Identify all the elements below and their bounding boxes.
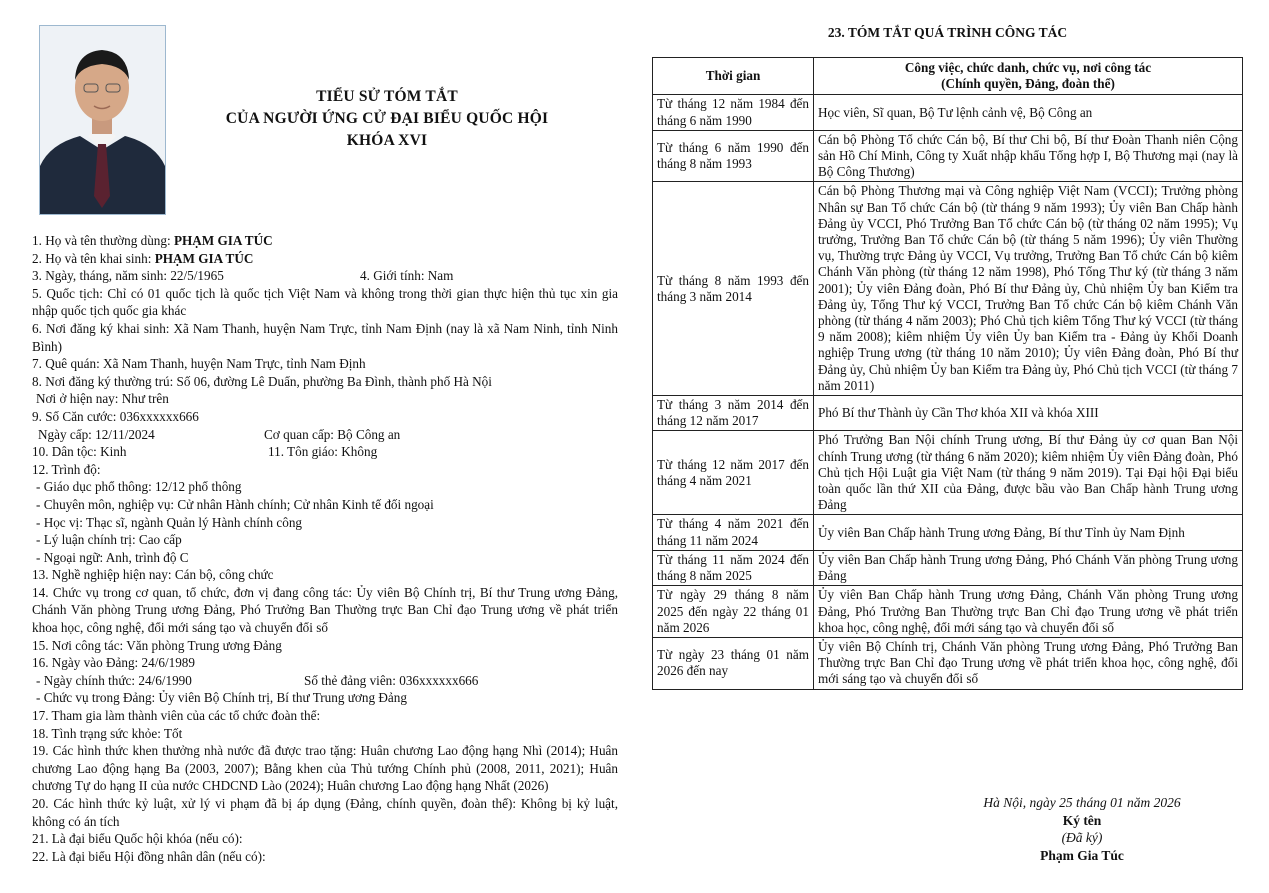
row-time: Từ tháng 12 năm 2017 đến tháng 4 năm 2021 (653, 431, 814, 515)
field-12e: - Ngoại ngữ: Anh, trình độ C (36, 549, 189, 565)
table-row (653, 130, 1243, 182)
field-21: 21. Là đại biểu Quốc hội khóa (nếu có): (32, 831, 243, 847)
row-time: Từ tháng 8 năm 1993 đến tháng 3 năm 2014 (653, 182, 814, 396)
field-13: 13. Nghề nghiệp hiện nay: Cán bộ, công chức (32, 567, 274, 583)
id-issue-agency: Cơ quan cấp: Bộ Công an (264, 426, 401, 442)
field-14: 14. Chức vụ trong cơ quan, tổ chức, đơn vị đang công tác: Ủy viên Bộ Chính trị, Bí thư Trung ương Đảng, Chánh Văn phòng Trung ương Đảng, Phó Trưởng Ban Thường trực Ban Chỉ đạo Trung ương về phát triển khoa học, công nghệ, đổi mới sáng tạo và chuyển đổi số (32, 584, 618, 636)
field-19: 19. Các hình thức khen thưởng nhà nước đã được trao tặng: Huân chương Lao động hạng Nhì (2014); Huân chương Lao động hạng Ba (2003, 2007); Bằng khen của Thủ tướng Chính phủ (2008, 2011, 2021); Huân chương Tự do hạng II của nước CHDCND Lào (2024); Huân chương Lao động hạng Nhất (2026) (32, 743, 618, 794)
portrait-photo (39, 25, 166, 215)
title-line-1: TIỂU SỬ TÓM TẮT (316, 88, 458, 105)
row-description: Ủy viên Ban Chấp hành Trung ương Đảng, Chánh Văn phòng Trung ương Đảng, Phó Trưởng Ban Thường trực Ban Chỉ đạo Trung ương về phát triển khoa học, công nghệ, đổi mới sáng tạo và chuyển đổi số (814, 586, 1243, 638)
field-12c: - Học vị: Thạc sĩ, ngành Quản lý Hành chính công (36, 514, 303, 530)
row-description: Cán bộ Phòng Thương mại và Công nghiệp Việt Nam (VCCI); Trưởng phòng Nhân sự Ban Tổ chức Cán bộ (từ tháng 9 năm 1993); Ủy viên Ban Chấp hành Đảng ủy VCCI, Phó Trưởng Ban Tổ chức Cán bộ (từ tháng 02 năm 1995); Vụ trưởng, Trưởng Ban Tổ chức Cán bộ (từ tháng 5 năm 1996); Ủy viên Thường vụ, Thường trực Đảng ủy VCCI, Vụ trưởng, Trưởng Ban Tổ chức Cán bộ kiêm Chánh Văn phòng (từ tháng 12 năm 1998), Phó Tổng Thư ký (từ tháng 3 năm 2001); Ủy viên Đảng đoàn, Phó Bí thư Đảng ủy, Chủ nhiệm Ủy ban Kiểm tra Đảng ủy, Tổng Thư ký VCCI, Trưởng Ban Tổ chức Cán bộ kiêm Chánh Văn phòng (từ tháng 4 năm 2003); Phó Chủ tịch kiêm Tổng Thư ký VCCI (từ tháng 9 năm 2008); kiêm nhiệm Ủy viên Ủy ban Kiểm tra - Đảng ủy Khối Doanh nghiệp Trung ương (từ tháng 10 năm 2010); Ủy viên Đảng đoàn, Phó Bí thư Đảng ủy, Chủ nhiệm Ủy ban Kiểm tra Đảng ủy, Phó Chủ tịch VCCI (từ tháng 7 năm 2011) (814, 182, 1243, 396)
header-time: Thời gian (653, 58, 814, 95)
field-8: 8. Nơi đăng ký thường trú: Số 06, đường Lê Duẩn, phường Ba Đình, thành phố Hà Nội (32, 373, 492, 389)
field-12d: - Lý luận chính trị: Cao cấp (36, 532, 182, 548)
field-18: 18. Tình trạng sức khỏe: Tốt (32, 725, 183, 741)
field-3-4 (32, 267, 618, 285)
field-11: 11. Tôn giáo: Không (268, 444, 378, 460)
row-time: Từ ngày 23 tháng 01 năm 2026 đến nay (653, 637, 814, 689)
table-row (653, 637, 1243, 689)
field-16: 16. Ngày vào Đảng: 24/6/1989 (32, 655, 195, 671)
sign-place-date: Hà Nội, ngày 25 tháng 01 năm 2026 (983, 795, 1181, 810)
field-10-11 (32, 443, 618, 461)
table-row (653, 95, 1243, 130)
field-12: 12. Trình độ: (32, 461, 101, 477)
title-line-2: CỦA NGƯỜI ỨNG CỬ ĐẠI BIỂU QUỐC HỘI (225, 110, 549, 127)
row-time: Từ tháng 4 năm 2021 đến tháng 11 năm 2024 (653, 515, 814, 550)
row-time: Từ tháng 3 năm 2014 đến tháng 12 năm 2017 (653, 396, 814, 431)
row-description: Ủy viên Ban Chấp hành Trung ương Đảng, Bí thư Tỉnh ủy Nam Định (814, 515, 1243, 550)
field-4: 4. Giới tính: Nam (360, 268, 454, 284)
field-2: 2. Họ và tên khai sinh: PHẠM GIA TÚC (32, 250, 254, 266)
row-description: Phó Bí thư Thành ủy Cần Thơ khóa XII và khóa XIII (814, 396, 1243, 431)
row-description: Cán bộ Phòng Tổ chức Cán bộ, Bí thư Chi bộ, Bí thư Đoàn Thanh niên Cộng sản Hồ Chí Minh, Công ty Xuất nhập khẩu Tổng hợp I, Bộ Thương mại (nay là Bộ Công Thương) (814, 130, 1243, 182)
header-desc-line-1: Công việc, chức danh, chức vụ, nơi công tác (904, 60, 1152, 75)
row-description: Ủy viên Ban Chấp hành Trung ương Đảng, Phó Chánh Văn phòng Trung ương Đảng (814, 550, 1243, 585)
field-9: 9. Số Căn cước: 036xxxxxx666 (32, 408, 199, 424)
official-date: - Ngày chính thức: 24/6/1990 (36, 672, 192, 688)
field-9-details (32, 426, 618, 444)
header-desc-line-2: (Chính quyền, Đảng, đoàn thể) (941, 76, 1115, 92)
birth-name-value: PHẠM GIA TÚC (154, 250, 254, 266)
field-12b: - Chuyên môn, nghiệp vụ: Cử nhân Hành chính; Cử nhân Kinh tế đối ngoại (36, 496, 434, 512)
row-time: Từ tháng 6 năm 1990 đến tháng 8 năm 1993 (653, 130, 814, 182)
field-12a: - Giáo dục phổ thông: 12/12 phổ thông (36, 479, 242, 495)
common-name-value: PHẠM GIA TÚC (173, 233, 273, 248)
row-time: Từ ngày 29 tháng 8 năm 2025 đến ngày 22 tháng 01 năm 2026 (653, 586, 814, 638)
work-history-title: 23. TÓM TẮT QUÁ TRÌNH CÔNG TÁC (827, 25, 1068, 40)
table-row (653, 550, 1243, 585)
table-header-row (653, 58, 1243, 95)
row-time: Từ tháng 11 năm 2024 đến tháng 8 năm 2025 (653, 550, 814, 585)
field-8-current: Nơi ở hiện nay: Như trên (36, 391, 169, 407)
signature-block (932, 794, 1232, 864)
field-6: 6. Nơi đăng ký khai sinh: Xã Nam Thanh, huyện Nam Trực, tỉnh Nam Định (nay là xã Nam Ninh, tỉnh Ninh Bình) (32, 320, 618, 354)
title-line-3: KHÓA XVI (346, 132, 428, 149)
field-7: 7. Quê quán: Xã Nam Thanh, huyện Nam Trực, tỉnh Nam Định (32, 356, 366, 372)
table-row (653, 431, 1243, 515)
sign-status: (Đã ký) (1061, 830, 1103, 845)
field-20: 20. Các hình thức kỷ luật, xử lý vi phạm đã bị áp dụng (Đảng, chính quyền, đoàn thể): Không bị kỷ luật, không có án tích (32, 796, 618, 829)
row-description: Phó Trưởng Ban Nội chính Trung ương, Bí thư Đảng ủy cơ quan Ban Nội chính Trung ương (từ tháng 6 năm 2020); kiêm nhiệm Ủy viên Đảng đoàn, Phó Chủ tịch Hội Luật gia Việt Nam (từ tháng 9 năm 2019). Tại Đại hội Đại biểu toàn quốc lần thứ XII của Đảng, được bầu vào Ban Chấp hành Trung ương Đảng (814, 431, 1243, 515)
field-1: 1. Họ và tên thường dùng: PHẠM GIA TÚC (32, 233, 273, 248)
field-3: 3. Ngày, tháng, năm sinh: 22/5/1965 (32, 268, 224, 284)
party-card-number: Số thẻ đảng viên: 036xxxxxx666 (304, 672, 479, 688)
table-row (653, 586, 1243, 638)
row-time: Từ tháng 12 năm 1984 đến tháng 6 năm 1990 (653, 95, 814, 130)
field-17: 17. Tham gia làm thành viên của các tổ chức đoàn thể: (32, 708, 321, 724)
signer-name: Phạm Gia Túc (1040, 847, 1124, 863)
sign-label: Ký tên (1062, 812, 1102, 828)
field-10: 10. Dân tộc: Kinh (32, 444, 127, 460)
id-issue-date: Ngày cấp: 12/11/2024 (38, 426, 155, 442)
personal-info (32, 232, 618, 865)
row-description: Học viên, Sĩ quan, Bộ Tư lệnh cảnh vệ, Bộ Công an (814, 95, 1243, 130)
field-5: 5. Quốc tịch: Chỉ có 01 quốc tịch là quốc tịch Việt Nam và không trong thời gian thực hiện thủ tục xin gia nhập quốc tịch quốc gia khác (32, 285, 618, 319)
header-description (814, 58, 1243, 95)
document-title (182, 86, 592, 152)
work-history-table (652, 57, 1243, 690)
table-row (653, 182, 1243, 396)
right-column (652, 22, 1243, 863)
field-15: 15. Nơi công tác: Văn phòng Trung ương Đảng (32, 637, 282, 653)
portrait-illustration (40, 26, 165, 214)
row-description: Ủy viên Bộ Chính trị, Chánh Văn phòng Trung ương Đảng, Phó Trưởng Ban Thường trực Ban Chỉ đạo Trung ương về phát triển khoa học, công nghệ, đổi mới sáng tạo và chuyển đổi số (814, 637, 1243, 689)
field-22: 22. Là đại biểu Hội đồng nhân dân (nếu có): (32, 848, 266, 864)
table-row (653, 515, 1243, 550)
field-16b: - Chức vụ trong Đảng: Ủy viên Bộ Chính trị, Bí thư Trung ương Đảng (36, 690, 407, 706)
field-16a (32, 672, 618, 690)
table-row (653, 396, 1243, 431)
